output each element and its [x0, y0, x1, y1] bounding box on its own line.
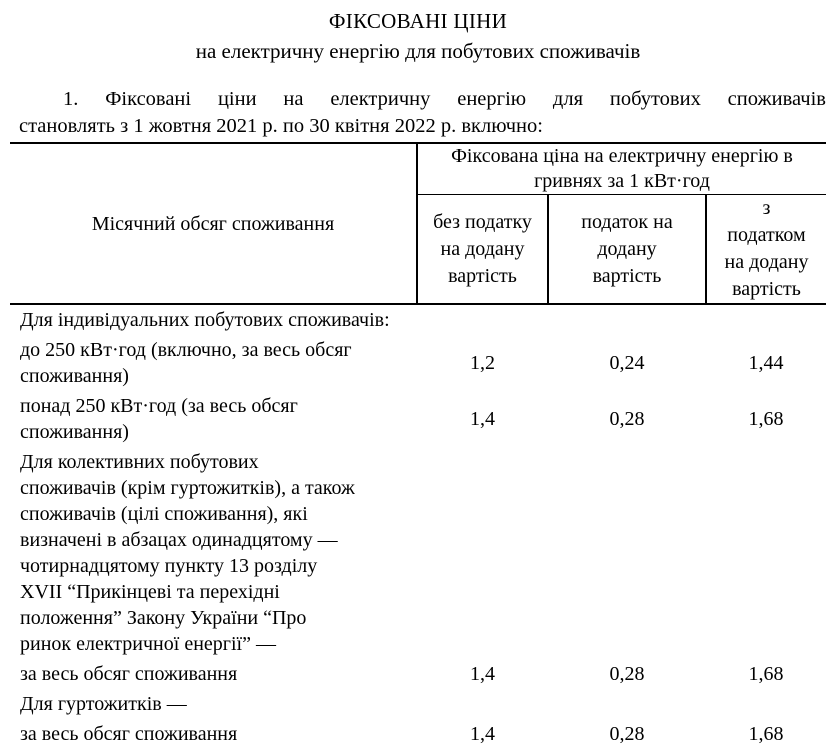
price-no-vat-cell: 1,4 [470, 408, 495, 430]
price-no-vat-cell [417, 447, 548, 659]
monthly-consumption-header: Місячний обсяг споживання [10, 143, 417, 304]
price-no-vat-cell: 1,4 [470, 723, 495, 745]
table-row-over-250 [10, 391, 826, 447]
group-header-row [10, 143, 826, 195]
consumption-label-cell: за весь обсяг споживання [20, 663, 238, 685]
consumption-label-cell: за весь обсяг споживання [20, 723, 238, 745]
price-no-vat-cell [417, 304, 548, 335]
vat-cell [548, 689, 706, 719]
table-row-dormitories [10, 689, 826, 719]
table-row-individual-consumers [10, 304, 826, 335]
intro-paragraph [10, 86, 826, 140]
consumption-label-cell: понад 250 кВт·год (за весь обсяг споживання) [20, 395, 298, 443]
price-with-vat-cell [706, 304, 826, 335]
price-with-vat-cell: 1,44 [748, 352, 784, 374]
vat-cell: 0,24 [609, 352, 645, 374]
intro-line-1: 1. Фіксовані ціни на електричну енергію для побутових споживачів [63, 88, 826, 110]
price-with-vat-cell: 1,68 [748, 408, 784, 430]
page-subtitle: на електричну енергію для побутових споживачів [195, 39, 641, 63]
price-with-vat-cell [706, 447, 826, 659]
vat-cell: 0,28 [609, 723, 645, 745]
consumption-label-cell: до 250 кВт·год (включно, за весь обсяг споживання) [20, 339, 352, 387]
fixed-price-group-header: Фіксована ціна на електричну енергію в гривнях за 1 кВт·год [417, 143, 826, 195]
consumption-label-cell: Для колективних побутових споживачів (крім гуртожитків), а також споживачів (цілі споживання), які визначені в абзацах одинадцятому — чотирнадцятому пункту 13 розділу XVII “Прикінцеві та перехідні положення” Закону України “Про ринок електричної енергії” — [20, 451, 355, 655]
table-row-dormitories-full-volume [10, 719, 826, 749]
table-row-up-to-250 [10, 335, 826, 391]
price-with-vat-cell: 1,68 [748, 663, 784, 685]
table-row-collective-consumers [10, 447, 826, 659]
vat-cell: 0,28 [609, 408, 645, 430]
vat-cell: 0,28 [609, 663, 645, 685]
consumption-label-cell: Для індивідуальних побутових споживачів: [20, 309, 390, 331]
table-row-collective-full-volume [10, 659, 826, 689]
vat-column-header: податок на додану вартість [548, 195, 706, 305]
fixed-price-table [10, 142, 826, 749]
vat-cell [548, 447, 706, 659]
price-no-vat-cell: 1,4 [470, 663, 495, 685]
price-with-vat-cell [706, 689, 826, 719]
price-with-vat-cell: 1,68 [748, 723, 784, 745]
intro-line-2: становлять з 1 жовтня 2021 р. по 30 квітня 2022 р. включно: [19, 115, 543, 137]
price-no-vat-cell: 1,2 [470, 352, 495, 374]
no-vat-column-header: без податку на додану вартість [417, 195, 548, 305]
with-vat-column-header: з податком на додану вартість [706, 195, 826, 305]
price-no-vat-cell [417, 689, 548, 719]
vat-cell [548, 304, 706, 335]
consumption-label-cell: Для гуртожитків — [20, 693, 187, 715]
page-title: ФІКСОВАНІ ЦІНИ [328, 9, 508, 33]
